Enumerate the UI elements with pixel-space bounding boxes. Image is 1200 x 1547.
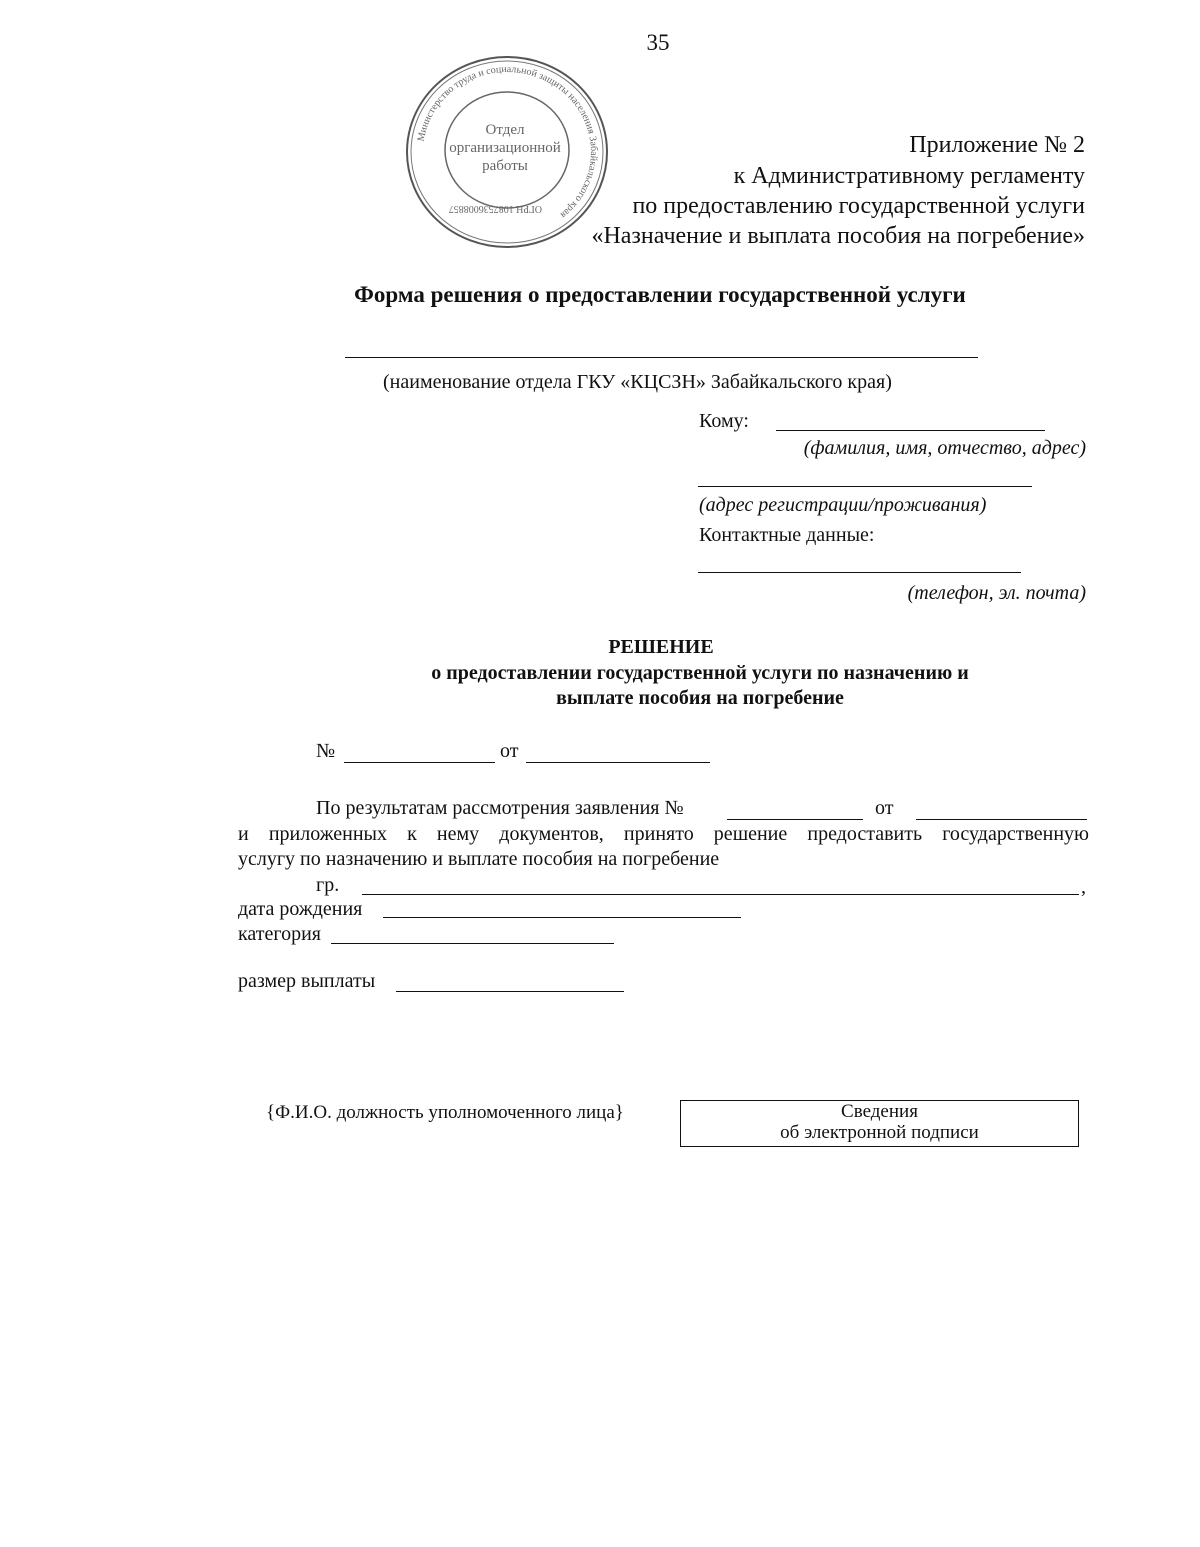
contacts-line <box>698 572 1021 573</box>
appendix-line3: по предоставлению государственной услуги <box>632 193 1085 219</box>
payment-amount-label: размер выплаты <box>238 970 376 992</box>
decision-heading: РЕШЕНИЕ <box>608 636 714 658</box>
citizen-comma: , <box>1081 876 1086 898</box>
contacts-label: Контактные данные: <box>699 524 875 546</box>
decision-number-label: № <box>316 740 336 762</box>
seal-center-line3: работы <box>482 158 528 174</box>
application-number-line <box>727 819 863 820</box>
name-caption: (фамилия, имя, отчество, адрес) <box>803 437 1086 459</box>
appendix-line4: «Назначение и выплата пособия на погребение» <box>591 223 1085 249</box>
body-line2: и приложенных к нему документов, принято решение предоставить государственную <box>238 823 1089 845</box>
decision-date-label: от <box>500 740 519 762</box>
body-line3: услугу по назначению и выплате пособия на погребение <box>238 848 720 870</box>
department-caption: (наименование отдела ГКУ «КЦСЗН» Забайкальского края) <box>383 371 892 393</box>
decision-date-line <box>526 762 710 763</box>
citizen-line <box>362 894 1079 895</box>
to-line <box>776 430 1045 431</box>
payment-amount-line <box>396 991 624 992</box>
department-name-line <box>345 357 978 358</box>
seal-center-line2: организационной <box>449 140 561 156</box>
address-caption: (адрес регистрации/проживания) <box>699 494 987 516</box>
to-label: Кому: <box>699 410 749 432</box>
category-line <box>331 943 614 944</box>
decision-number-line <box>344 762 495 763</box>
birth-date-line <box>383 917 741 918</box>
decision-subheading-1: о предоставлении государственной услуги по назначению и <box>431 662 969 684</box>
electronic-signature-box <box>680 1100 1079 1147</box>
signature-box-line1: Сведения <box>841 1101 918 1122</box>
official-seal-stamp <box>402 52 612 252</box>
signature-box-line2: об электронной подписи <box>780 1122 979 1143</box>
body-line1-from: от <box>875 797 894 819</box>
birth-date-label: дата рождения <box>238 898 363 920</box>
page-number: 35 <box>646 30 670 55</box>
appendix-number: Приложение № 2 <box>909 132 1085 158</box>
seal-ogrn-text: ОГРН 1087536008857 <box>448 203 542 214</box>
address-line <box>698 486 1032 487</box>
authorized-official: {Ф.И.О. должность уполномоченного лица} <box>266 1102 624 1123</box>
decision-subheading-2: выплате пособия на погребение <box>556 687 844 709</box>
form-title: Форма решения о предоставлении государственной услуги <box>354 282 966 307</box>
application-date-line <box>916 819 1087 820</box>
category-label: категория <box>238 923 321 945</box>
body-line1-prefix: По результатам рассмотрения заявления № <box>316 797 684 819</box>
seal-ring-text: Министерство труда и социальной защиты населения Забайкальского края <box>415 63 600 221</box>
seal-center-line1: Отдел <box>485 122 525 138</box>
citizen-label: гр. <box>316 874 340 896</box>
appendix-line2: к Административному регламенту <box>733 163 1085 189</box>
contacts-caption: (телефон, эл. почта) <box>907 582 1086 604</box>
